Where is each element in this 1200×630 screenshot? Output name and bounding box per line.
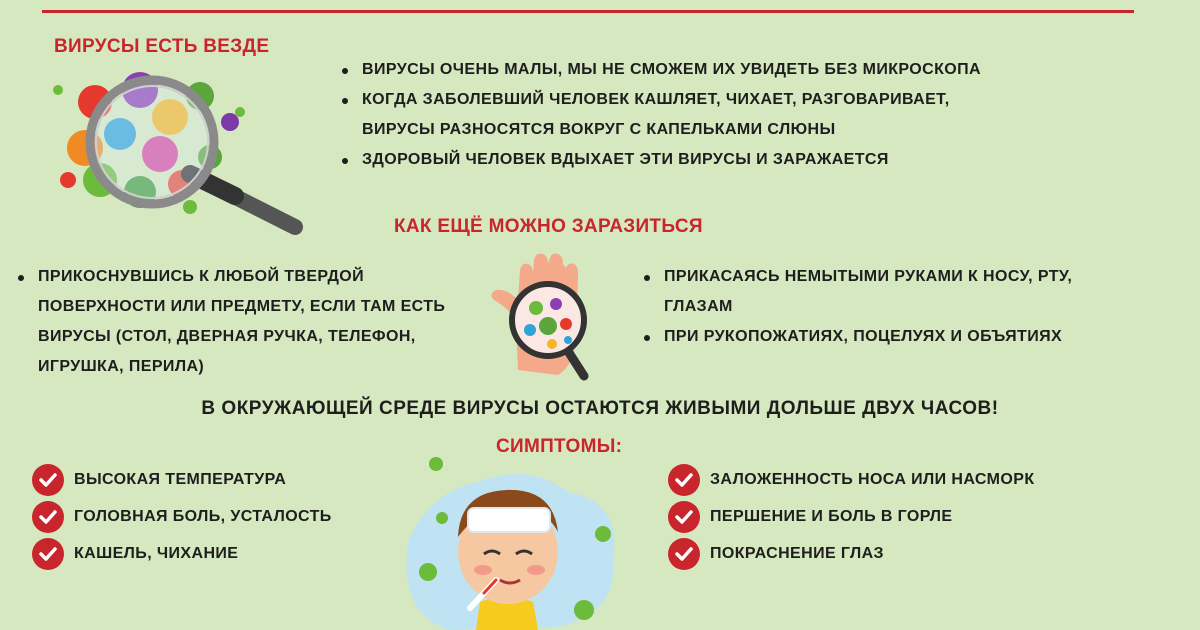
list-item-line: ПОВЕРХНОСТИ ИЛИ ПРЕДМЕТУ, ЕСЛИ ТАМ ЕСТЬ: [38, 298, 446, 315]
infection-ways-left-list: [16, 262, 445, 382]
symptom-label: КАШЕЛЬ, ЧИХАНИЕ: [74, 545, 239, 562]
magnifier-viruses-icon: [40, 62, 315, 242]
top-divider: [42, 10, 1134, 13]
symptom-label: ГОЛОВНАЯ БОЛЬ, УСТАЛОСТЬ: [74, 508, 332, 525]
symptoms-right-list: [668, 464, 1035, 575]
hand-magnifier-icon: [488, 250, 608, 385]
symptom-label: ПЕРШЕНИЕ И БОЛЬ В ГОРЛЕ: [710, 508, 953, 525]
list-item-line: ПРИКАСАЯСЬ НЕМЫТЫМИ РУКАМИ К НОСУ, РТУ,: [664, 268, 1073, 285]
list-item: ЗДОРОВЫЙ ЧЕЛОВЕК ВДЫХАЕТ ЭТИ ВИРУСЫ И ЗАРАЖАЕТСЯ: [340, 145, 981, 175]
symptom-item: [668, 464, 1035, 501]
check-icon: [32, 501, 64, 533]
list-item: [642, 262, 1072, 322]
list-item: [340, 85, 981, 145]
symptom-item: [668, 538, 1035, 575]
section-heading-viruses-everywhere: ВИРУСЫ ЕСТЬ ВЕЗДЕ: [54, 36, 270, 57]
list-item-line: ИГРУШКА, ПЕРИЛА): [38, 358, 205, 375]
list-item-line: КОГДА ЗАБОЛЕВШИЙ ЧЕЛОВЕК КАШЛЯЕТ, ЧИХАЕТ, РАЗГОВАРИВАЕТ,: [362, 91, 950, 108]
list-item-line: ВИРУСЫ (СТОЛ, ДВЕРНАЯ РУЧКА, ТЕЛЕФОН,: [38, 328, 416, 345]
viruses-facts-list: [340, 55, 981, 175]
check-icon: [668, 464, 700, 496]
section-heading-how-else-infected: КАК ЕЩЁ МОЖНО ЗАРАЗИТЬСЯ: [394, 216, 703, 237]
symptom-label: ВЫСОКАЯ ТЕМПЕРАТУРА: [74, 471, 287, 488]
statement-viruses-survive: В ОКРУЖАЮЩЕЙ СРЕДЕ ВИРУСЫ ОСТАЮТСЯ ЖИВЫМИ ДОЛЬШЕ ДВУХ ЧАСОВ!: [201, 398, 999, 419]
list-item: ПРИ РУКОПОЖАТИЯХ, ПОЦЕЛУЯХ И ОБЪЯТИЯХ: [642, 322, 1072, 352]
symptom-label: ПОКРАСНЕНИЕ ГЛАЗ: [710, 545, 884, 562]
list-item-line: ВИРУСЫ РАЗНОСЯТСЯ ВОКРУГ С КАПЕЛЬКАМИ СЛЮНЫ: [362, 121, 836, 138]
check-icon: [668, 501, 700, 533]
symptom-item: [668, 501, 1035, 538]
symptom-item: [32, 464, 332, 501]
symptoms-left-list: [32, 464, 332, 575]
list-item: [16, 262, 445, 382]
symptom-label: ЗАЛОЖЕННОСТЬ НОСА ИЛИ НАСМОРК: [710, 471, 1035, 488]
check-icon: [32, 464, 64, 496]
symptoms-heading: СИМПТОМЫ:: [496, 436, 623, 457]
symptom-item: [32, 538, 332, 575]
infection-ways-right-list: [642, 262, 1072, 352]
check-icon: [668, 538, 700, 570]
symptom-item: [32, 501, 332, 538]
list-item: ВИРУСЫ ОЧЕНЬ МАЛЫ, МЫ НЕ СМОЖЕМ ИХ УВИДЕТЬ БЕЗ МИКРОСКОПА: [340, 55, 981, 85]
sick-child-icon: [388, 452, 628, 630]
check-icon: [32, 538, 64, 570]
list-item-line: ПРИКОСНУВШИСЬ К ЛЮБОЙ ТВЕРДОЙ: [38, 268, 365, 285]
list-item-line: ГЛАЗАМ: [664, 298, 733, 315]
